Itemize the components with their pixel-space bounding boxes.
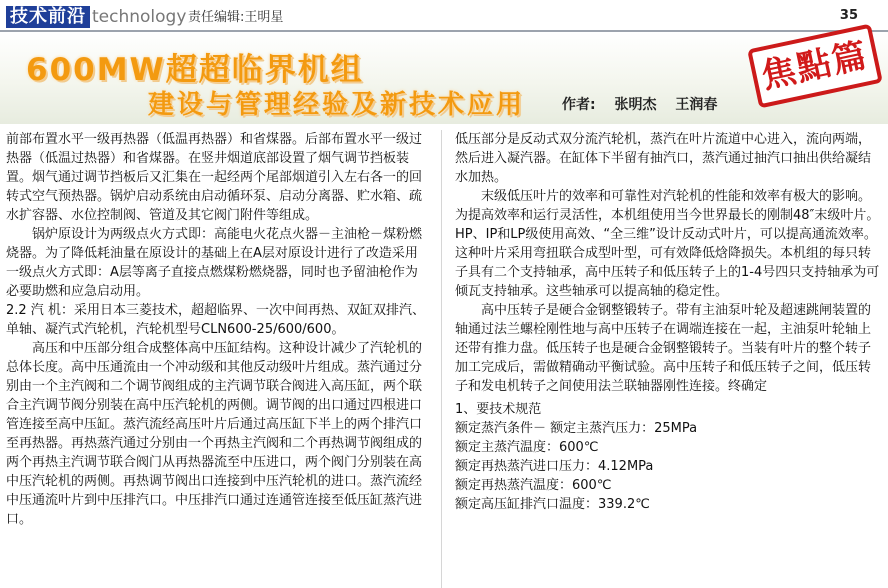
specs-heading: 1、要技术规范 xyxy=(455,402,542,417)
article-title-line1: 600MW超超临界机组 xyxy=(26,52,364,88)
left-column xyxy=(6,130,430,529)
column-name-en: technology xyxy=(92,7,187,27)
editor-credit: 责任编辑:王明星 xyxy=(188,10,284,25)
paragraph: 低压部分是反动式双分流汽轮机，蒸汽在叶片流道中心进入，流向两端，然后进入凝汽器。在缸体下半留有抽汽口，蒸汽通过抽汽口抽出供给凝结水加热。 xyxy=(455,132,872,185)
spec-line: 额定高压缸排汽口温度：339.2℃ xyxy=(455,497,650,512)
author-name: 王润春 xyxy=(675,97,718,113)
spec-line: 额定蒸汽条件－ 额定主蒸汽压力：25MPa xyxy=(455,421,698,436)
paragraph: 末级低压叶片的效率和可靠性对汽轮机的性能和效率有极大的影响。为提高效率和运行灵活性，本机组使用当今世界最长的刚制48″末级叶片。HP、IP和LP级使用高效、“全三维”设计反动式叶片，可以提高通流效率。这种叶片采用弯扭联合成型叶型，可有效降低焓降损失。本机组的每只转子具有二个支持轴承，高中压转子和低压转子上的1-4号四只支持轴承为可倾瓦支持轴承。这些轴承可以提高轴的稳定性。 xyxy=(455,189,880,299)
column-divider xyxy=(441,130,442,588)
paragraph: 锅炉原设计为两级点火方式即：高能电火花点火器－主油枪－煤粉燃烧器。为了降低耗油量在原设计的基础上在A层对原设计进行了改造采用一级点火方式即：A层等离子直接点燃煤粉燃烧器，同时也予留油枪作为必要助燃和应急启动用。 xyxy=(6,227,423,299)
paragraph: 高中压转子是硬合金钢整锻转子。带有主油泵叶轮及超速跳闸装置的轴通过法兰螺栓刚性地与高中压转子在调端连接在一起，主油泵叶轮轴上还带有推力盘。低压转子也是硬合金钢整锻转子。当装有叶片的整个转子加工完成后，需做精确动平衡试验。高中压转子和低压转子之间，低压转子和发电机转子之间使用法兰联轴器刚性连接。终确定 xyxy=(455,303,872,394)
section-paragraph: 2.2 汽 机：采用日本三菱技术，超超临界、一次中间再热、双缸双排汽、单轴、凝汽式汽轮机，汽轮机型号CLN600-25/600/600。 xyxy=(6,303,425,337)
author-label: 作者: xyxy=(562,97,596,113)
article-title-line2: 建设与管理经验及新技术应用 xyxy=(148,90,526,120)
page-number: 35 xyxy=(839,8,858,23)
spec-line: 额定再热蒸汽温度：600℃ xyxy=(455,478,612,493)
feature-stamp: 焦點篇 xyxy=(747,24,883,109)
paragraph: 前部布置水平一级再热器（低温再热器）和省煤器。后部布置水平一级过热器（低温过热器）和省煤器。在竖井烟道底部设置了烟气调节挡板装置。烟气通过调节挡板后又汇集在一起经两个尾部烟道引入左右各一的回转式空气预热器。锅炉启动系统由启动循环泵、启动分离器、贮水箱、疏水扩容器、水位控制阀、管道及其它阀门附件等组成。 xyxy=(6,132,423,223)
author-name: 张明杰 xyxy=(614,97,657,113)
spec-line: 额定主蒸汽温度：600℃ xyxy=(455,440,599,455)
paragraph: 高压和中压部分组合成整体高中压缸结构。这种设计减少了汽轮机的总体长度。高中压通流由一个冲动级和其他反动级叶片组成。蒸汽通过分别由一个主汽阀和二个调节阀组成的主汽调节联合阀进入高压缸，两个联合主汽调节阀分别装在高中压汽轮机的两侧。调节阀的出口通过四根进口管连接至高中压缸。蒸汽流经高压叶片后通过高压缸下半上的两个排汽口至再热器。再热蒸汽通过分别由一个再热主汽阀和二个再热调节阀组成的两个再热主汽调节联合阀门从再热器流至中压进口，两个阀门分别装在高中压汽轮机的两侧。再热调节阀出口连接到中压汽轮机的进口。蒸汽流经中压通流叶片到中压排汽口。中压排汽口通过连通管连接至低压缸蒸汽进口。 xyxy=(6,341,423,527)
column-logo: 技术前沿 xyxy=(6,6,90,28)
author-line xyxy=(562,94,731,114)
spec-line: 额定再热蒸汽进口压力：4.12MPa xyxy=(455,459,654,474)
right-column xyxy=(455,130,880,514)
